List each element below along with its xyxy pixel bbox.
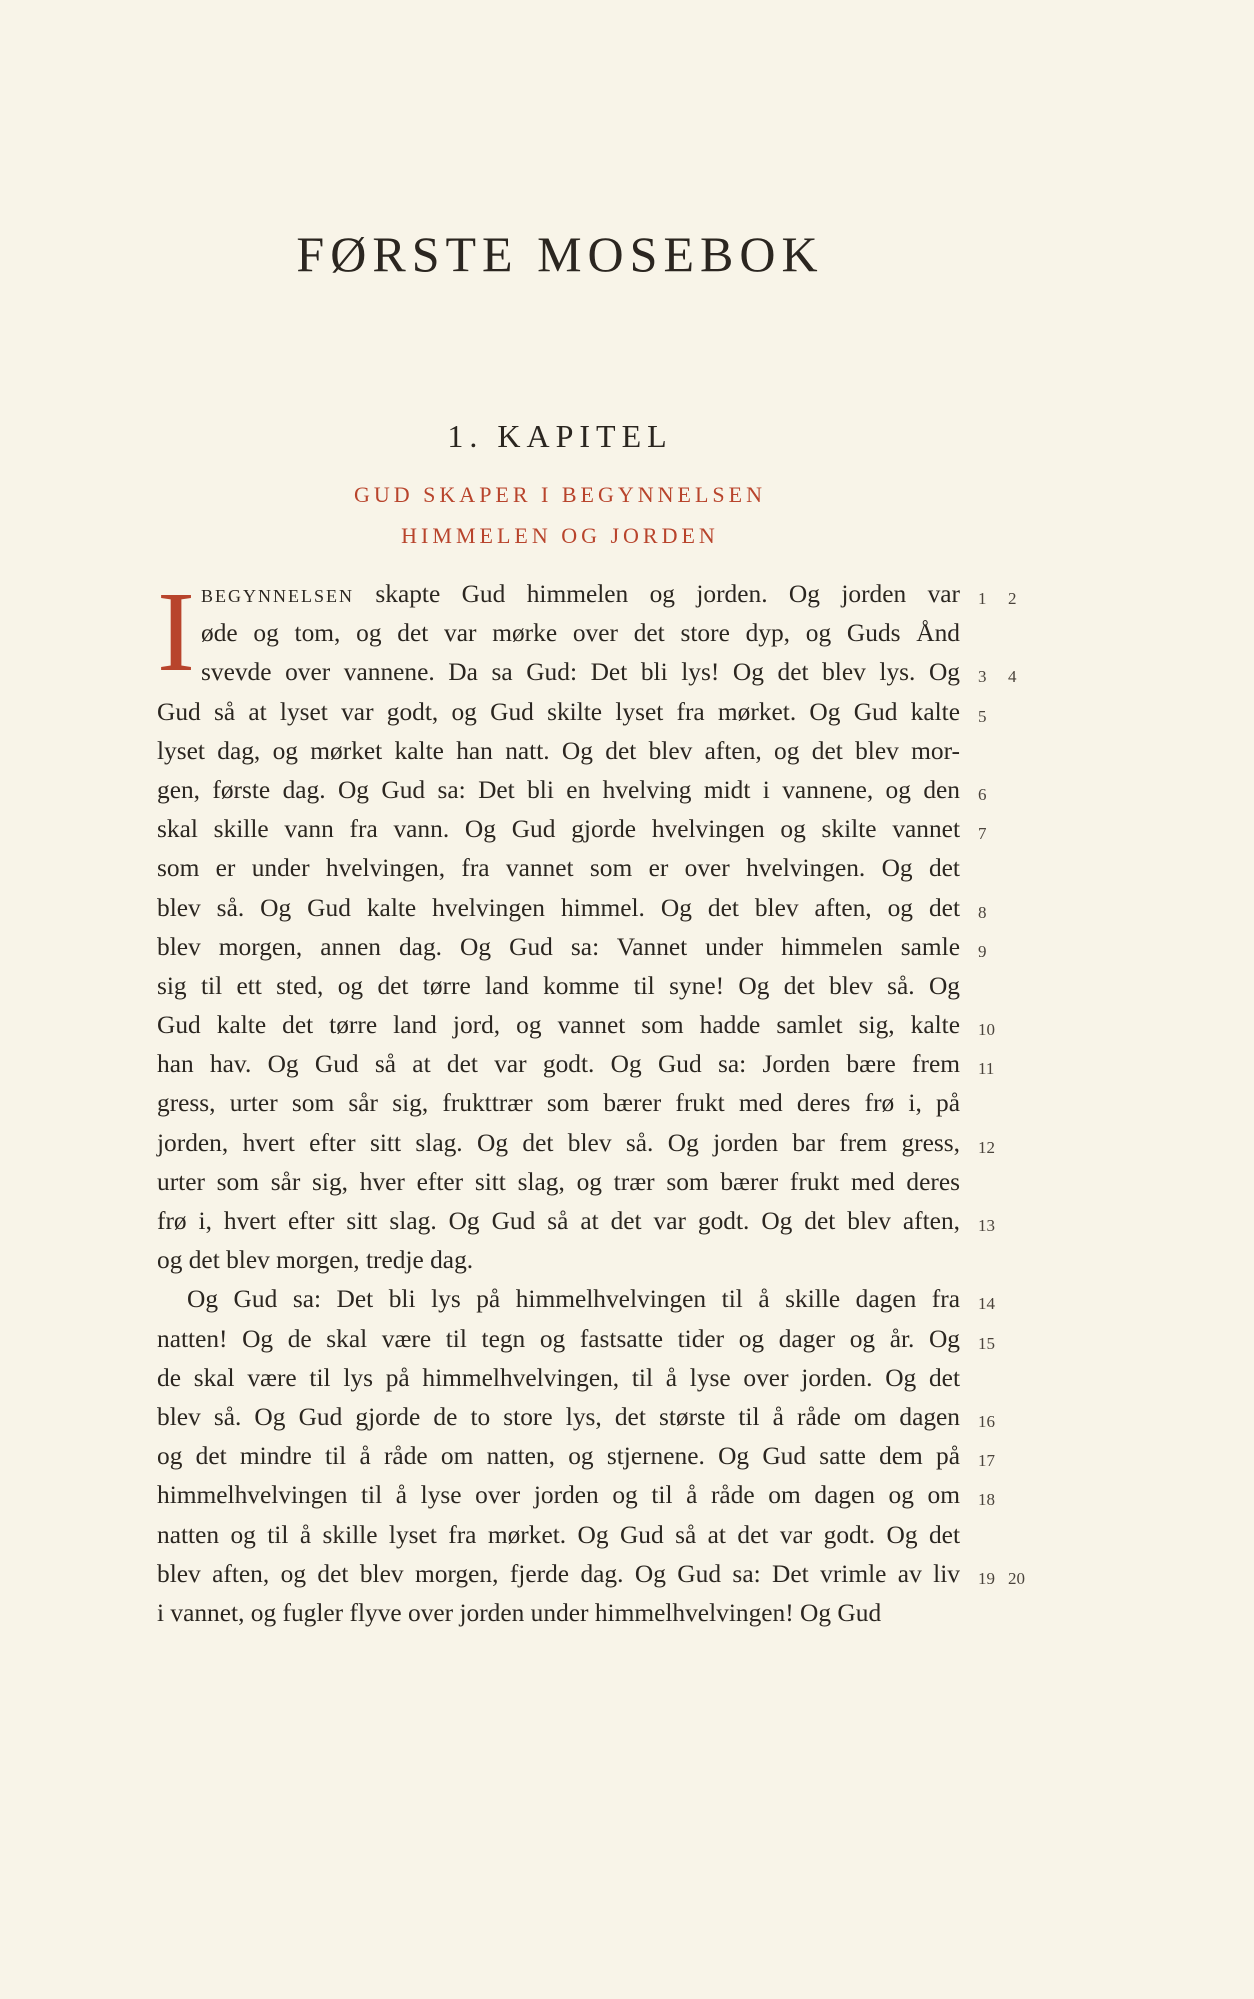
verse-slot [978, 771, 1048, 810]
verse-slot [978, 928, 1048, 967]
verse-number: 6 [978, 784, 987, 804]
text-line: blev morgen, annen dag. Og Gud sa: Vannet under himmelen samle [157, 932, 960, 961]
verse-slot [978, 1202, 1048, 1241]
verse-slot [978, 1045, 1048, 1084]
text-line: himmelhvelvingen til å lyse over jorden og til å råde om dagen og om [157, 1481, 960, 1510]
text-line: og det blev morgen, tredje dag. [157, 1246, 474, 1275]
text-line: og det mindre til å råde om natten, og stjernene. Og Gud satte dem på [157, 1442, 960, 1471]
verse-slot [978, 1241, 1048, 1280]
verse-number: 9 [978, 941, 987, 961]
text-line: svevde over vannene. Da sa Gud: Det bli lys! Og det blev lys. Og [201, 658, 960, 687]
verse-number: 8 [978, 902, 987, 922]
verse-slot [978, 1476, 1048, 1515]
text-line: jorden, hvert efter sitt slag. Og det blev så. Og jorden bar frem gress, [157, 1128, 960, 1157]
text-line-content: skapte Gud himmelen og jorden. Og jorden var [354, 580, 960, 608]
verse-slot [978, 1516, 1048, 1555]
text-line: Og Gud sa: Det bli lys på himmelhvelvingen til å skille dagen fra [187, 1285, 960, 1314]
verse-slot [978, 732, 1048, 771]
verse-slot [978, 1398, 1048, 1437]
chapter-text [157, 568, 960, 1633]
text-line: natten og til å skille lyset fra mørket. Og Gud så at det var godt. Og det [157, 1520, 960, 1549]
verse-slot [978, 653, 1048, 692]
text-line: blev aften, og det blev morgen, fjerde dag. Og Gud sa: Det vrimle av liv [157, 1559, 960, 1588]
verse-slot [978, 1124, 1048, 1163]
verse-number: 15 [978, 1333, 995, 1353]
text-line: øde og tom, og det var mørke over det store dyp, og Guds Ånd [201, 619, 960, 648]
text-line: som er under hvelvingen, fra vannet som er over hvelvingen. Og det [157, 854, 960, 883]
verse-slot [978, 1320, 1048, 1359]
verse-number: 2 [1008, 589, 1017, 608]
verse-number: 5 [978, 706, 987, 726]
verse-number: 18 [978, 1490, 995, 1510]
verse-number-margin [978, 575, 1048, 1633]
verse-slot [978, 575, 1048, 614]
text-line [157, 575, 960, 614]
verse-number: 1 [978, 589, 987, 608]
text-line: de skal være til lys på himmelhvelvingen, til å lyse over jorden. Og det [157, 1363, 960, 1392]
verse-slot [978, 967, 1048, 1006]
text-line: han hav. Og Gud så at det var godt. Og Gud sa: Jorden bære frem [157, 1050, 960, 1079]
verse-slot [978, 1280, 1048, 1319]
verse-number: 16 [978, 1411, 995, 1431]
text-line: blev så. Og Gud kalte hvelvingen himmel. Og det blev aften, og det [157, 893, 960, 922]
verse-number: 13 [978, 1216, 995, 1235]
text-line: urter som sår sig, hver efter sitt slag, og trær som bærer frukt med deres [157, 1167, 960, 1196]
verse-number: 4 [1008, 667, 1017, 687]
verse-slot [978, 1084, 1048, 1123]
opening-smallcaps: begynnelsen [201, 580, 354, 608]
verse-slot [978, 889, 1048, 928]
text-line: gen, første dag. Og Gud sa: Det bli en hvelving midt i vannene, og den [157, 775, 960, 804]
verse-slot [978, 1437, 1048, 1476]
text-line: i vannet, og fugler flyve over jorden under himmelhvelvingen! Og Gud [157, 1598, 882, 1627]
verse-slot [978, 614, 1048, 653]
verse-number: 14 [978, 1294, 995, 1314]
chapter-subtitle-line-1: GUD SKAPER I BEGYNNELSEN [354, 482, 766, 507]
text-line: natten! Og de skal være til tegn og fastsatte tider og dager og år. Og [157, 1324, 960, 1353]
verse-number: 20 [1008, 1568, 1025, 1588]
verse-slot [978, 1359, 1048, 1398]
text-line: Gud så at lyset var godt, og Gud skilte lyset fra mørket. Og Gud kalte [157, 697, 960, 726]
chapter-subtitle-line-2: HIMMELEN OG JORDEN [401, 523, 719, 548]
text-line: blev så. Og Gud gjorde de to store lys, det største til å råde om dagen [157, 1402, 960, 1431]
verse-slot [978, 1163, 1048, 1202]
text-line: lyset dag, og mørket kalte han natt. Og det blev aften, og det blev mor- [157, 736, 960, 765]
verse-slot [978, 1594, 1048, 1633]
text-line: skal skille vann fra vann. Og Gud gjorde hvelvingen og skilte vannet [157, 815, 960, 844]
verse-number: 7 [978, 824, 987, 844]
verse-slot [978, 1555, 1048, 1594]
text-line: frø i, hvert efter sitt slag. Og Gud så at det var godt. Og det blev aften, [157, 1207, 960, 1235]
drop-cap: I [157, 568, 195, 695]
book-title: FØRSTE MOSEBOK [296, 226, 824, 282]
verse-number: 19 [978, 1568, 995, 1588]
verse-slot [978, 810, 1048, 849]
verse-number: 3 [978, 667, 987, 687]
text-line: gress, urter som sår sig, frukttrær som bærer frukt med deres frø i, på [157, 1089, 960, 1118]
text-line: Gud kalte det tørre land jord, og vannet som hadde samlet sig, kalte [157, 1011, 960, 1040]
verse-slot [978, 849, 1048, 888]
chapter-heading: 1. KAPITEL [447, 418, 673, 454]
verse-slot [978, 1006, 1048, 1045]
verse-number: 11 [978, 1059, 995, 1079]
text-line: sig til ett sted, og det tørre land komme til syne! Og det blev så. Og [157, 971, 960, 1000]
verse-number: 17 [978, 1451, 995, 1471]
verse-slot [978, 693, 1048, 732]
verse-number: 12 [978, 1137, 995, 1157]
verse-number: 10 [978, 1020, 995, 1040]
